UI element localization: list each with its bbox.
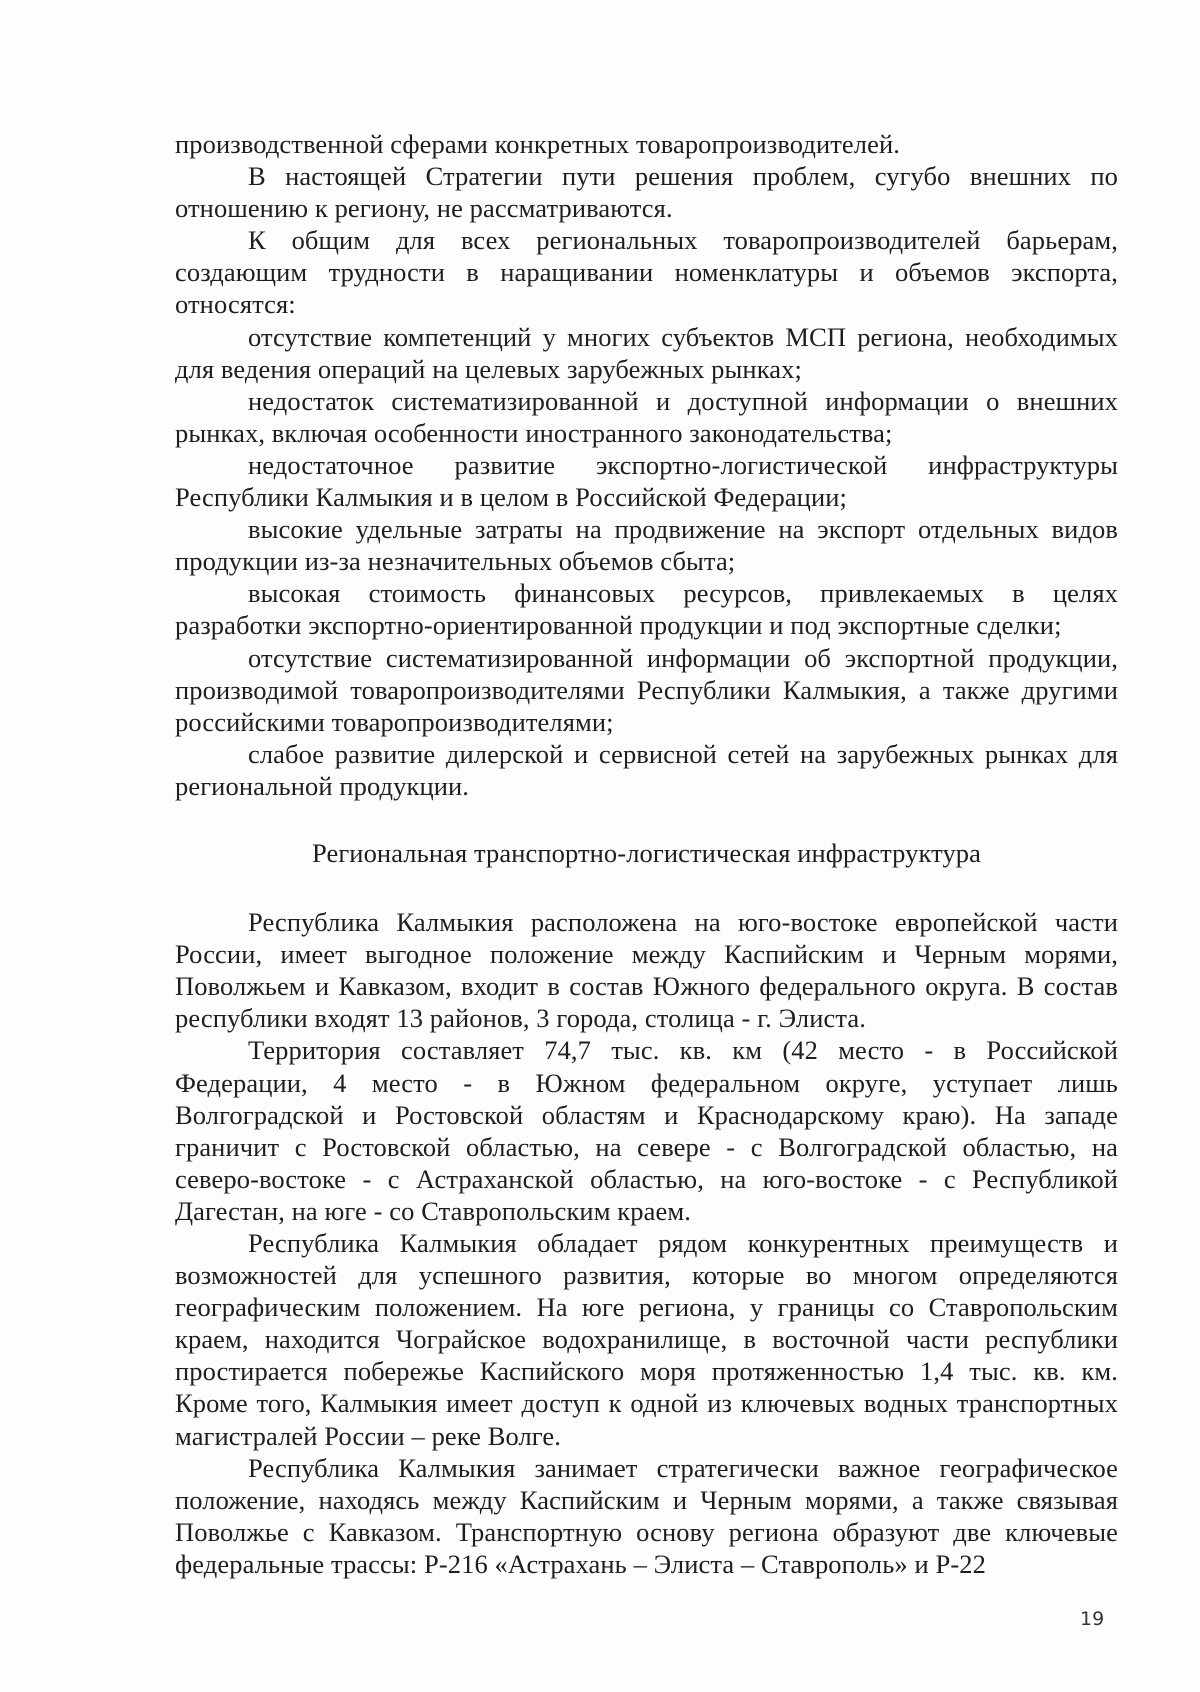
paragraph: отсутствие компетенций у многих субъектов МСП региона, необходимых для ведения операций на целевых зарубежных рынках; xyxy=(175,321,1118,384)
page-number: 19 xyxy=(1080,1608,1105,1630)
document-body xyxy=(175,128,1118,1580)
paragraph: Территория составляет 74,7 тыс. кв. км (42 место - в Российской Федерации, 4 место - в Южном федеральном округе, уступает лишь Волгоградской и Ростовской областям и Краснодарскому краю). На западе граничит с Ростовской областью, на севере - с Волгоградской областью, на северо-востоке - с Астраханской областью, на юго-востоке - с Республикой Дагестан, на юге - со Ставропольским краем. xyxy=(175,1035,1118,1226)
paragraph: К общим для всех региональных товаропроизводителей барьерам, создающим трудности в наращивании номенклатуры и объемов экспорта, относятся: xyxy=(175,225,1118,320)
paragraph: высокие удельные затраты на продвижение на экспорт отдельных видов продукции из-за незначительных объемов сбыта; xyxy=(175,514,1118,577)
paragraph: В настоящей Стратегии пути решения проблем, сугубо внешних по отношению к региону, не рассматриваются. xyxy=(175,161,1118,224)
paragraph: производственной сферами конкретных товаропроизводителей. xyxy=(175,129,900,159)
paragraphs-bottom xyxy=(175,906,1118,1580)
paragraph: Республика Калмыкия расположена на юго-востоке европейской части России, имеет выгодное положение между Каспийским и Черным морями, Поволжьем и Кавказом, входит в состав Южного федерального округа. В состав республики входят 13 районов, 3 города, столица - г. Элиста. xyxy=(175,907,1118,1034)
paragraph: высокая стоимость финансовых ресурсов, привлекаемых в целях разработки экспортно-ориентированной продукции и под экспортные сделки; xyxy=(175,578,1118,641)
paragraph: отсутствие систематизированной информации об экспортной продукции, производимой товаропроизводителями Республики Калмыкия, а также другими российскими товаропроизводителями; xyxy=(175,642,1118,737)
paragraphs-top xyxy=(175,128,1118,802)
paragraph: Республика Калмыкия занимает стратегически важное географическое положение, находясь между Каспийским и Черным морями, а также связывая Поволжье с Кавказом. Транспортную основу региона образуют две ключевые федеральные трассы: Р-216 «Астрахань – Элиста – Ставрополь» и Р-22 xyxy=(175,1452,1118,1579)
paragraph: недостаток систематизированной и доступной информации о внешних рынках, включая особенности иностранного законодательства; xyxy=(175,385,1118,448)
paragraph: недостаточное развитие экспортно-логистической инфраструктуры Республики Калмыкия и в целом в Российской Федерации; xyxy=(175,449,1118,513)
section-heading: Региональная транспортно-логистическая инфраструктура xyxy=(311,837,982,868)
paragraph: слабое развитие дилерской и сервисной сетей на зарубежных рынках для региональной продукции. xyxy=(175,738,1118,801)
paragraph: Республика Калмыкия обладает рядом конкурентных преимуществ и возможностей для успешного развития, которые во многом определяются географическим положением. На юге региона, у границы со Ставропольским краем, находится Чограйское водохранилище, в восточной части республики простирается побережье Каспийского моря протяженностью 1,4 тыс. кв. км. Кроме того, Калмыкия имеет доступ к одной из ключевых водных транспортных магистралей России – реке Волге. xyxy=(175,1228,1118,1451)
